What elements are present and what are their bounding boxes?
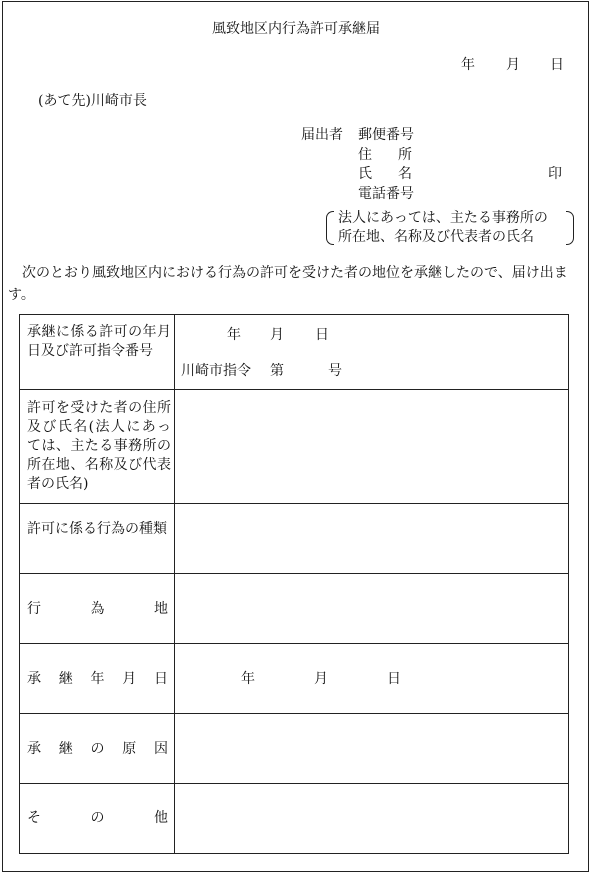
succession-month-label: 月 [314, 671, 328, 687]
directive-go-label: 号 [328, 363, 342, 379]
row-location [20, 574, 568, 644]
row-action-type [20, 504, 568, 574]
permit-month-label: 月 [270, 327, 284, 343]
postal-code-label: 郵便番号 [358, 127, 414, 143]
directive-label: 川崎市指令 [181, 363, 251, 379]
seal-label: 印 [548, 166, 562, 182]
other-label: そ の 他 [27, 810, 168, 826]
label-cell [20, 644, 175, 713]
succession-day-label: 日 [387, 671, 401, 687]
row-cause [20, 714, 568, 784]
permit-day-label: 日 [315, 327, 329, 343]
label-cell [20, 504, 175, 573]
date-month-label: 月 [506, 57, 520, 73]
label-cell [20, 784, 175, 853]
form-title: 風致地区内行為許可承継届 [212, 21, 380, 37]
addressee: (あて先)川崎市長 [38, 93, 147, 109]
label-cell [20, 714, 175, 783]
cause-label: 承 継 の 原 因 [27, 741, 168, 757]
directive-dai-label: 第 [270, 363, 284, 379]
succession-year-label: 年 [241, 671, 255, 687]
corp-note-line1: 法人にあっては、主たる事務所の [338, 210, 548, 226]
permit-year-label: 年 [227, 327, 241, 343]
bracket-right [566, 211, 574, 245]
phone-label: 電話番号 [358, 186, 414, 202]
succession-date-field[interactable] [175, 644, 568, 713]
label-cell [20, 390, 175, 503]
bracket-left [326, 211, 334, 245]
label-cell [20, 574, 175, 643]
date-day-label: 日 [550, 57, 564, 73]
location-label: 行 為 地 [27, 601, 168, 617]
row-succession-date [20, 644, 568, 714]
succession-date-label: 承 継 年 月 日 [27, 671, 168, 687]
intro-text-line1: 次のとおり風致地区内における行為の許可を受けた者の地位を承継したので、届け出ま [22, 265, 568, 281]
location-field[interactable] [175, 574, 568, 643]
label-cell [20, 315, 175, 389]
name-label: 氏名 [358, 166, 438, 182]
applicant-label: 届出者 [301, 127, 343, 143]
other-field[interactable] [175, 784, 568, 853]
permit-holder-field[interactable] [175, 390, 568, 503]
row-permit-date [20, 315, 568, 390]
corp-note-line2: 所在地、名称及び代表者の氏名 [338, 229, 534, 245]
row-permit-holder [20, 390, 568, 504]
date-year-label: 年 [461, 57, 475, 73]
action-type-field[interactable] [175, 504, 568, 573]
permit-holder-label: 許可を受けた者の住所及び氏名(法人にあっては、主たる事務所の所在地、名称及び代表者の氏名) [27, 400, 171, 492]
permit-date-field[interactable] [175, 315, 568, 389]
address-label: 住所 [358, 147, 438, 163]
form-table [19, 314, 569, 854]
permit-date-label: 承継に係る許可の年月日及び許可指令番号 [27, 324, 171, 359]
action-type-label: 許可に係る行為の種類 [27, 521, 167, 537]
intro-text-line2: す。 [8, 287, 35, 303]
row-other [20, 784, 568, 853]
cause-field[interactable] [175, 714, 568, 783]
